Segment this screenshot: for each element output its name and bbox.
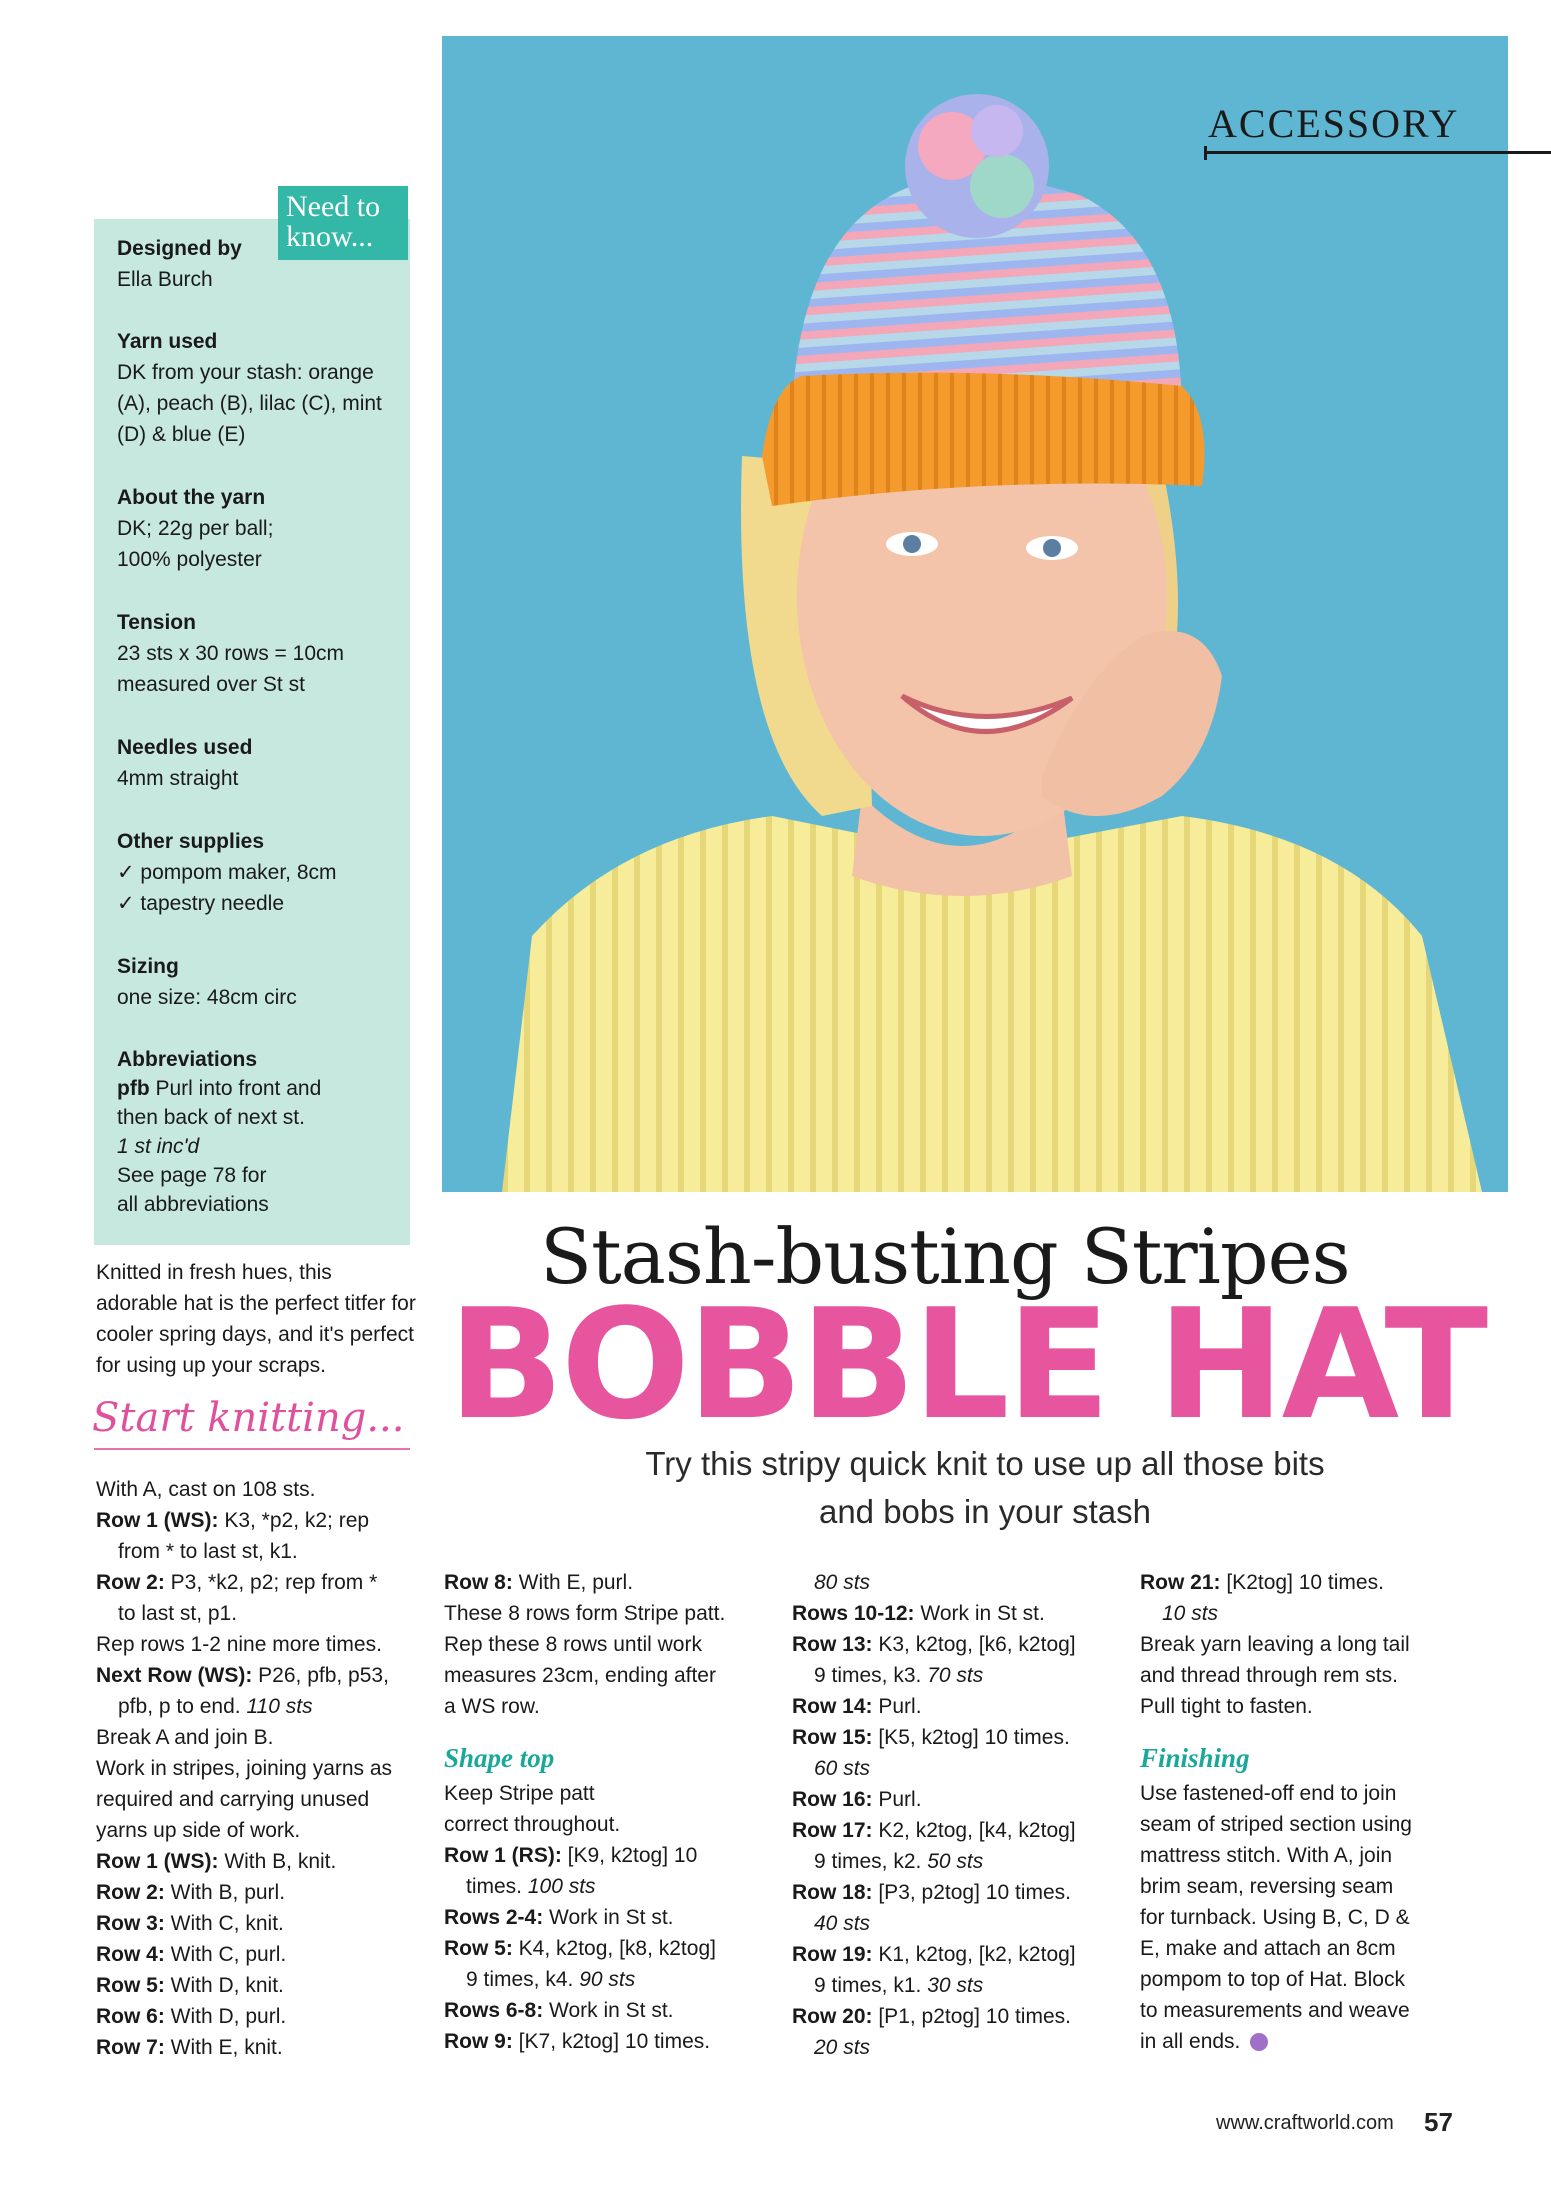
pattern-column-4: Row 21: [K2tog] 10 times. 10 sts Break yarn leaving a long tail and thread through rem sts. Pull tight to fasten. Finishing Use fastened-off end to join seam of striped section using mattress stitch. With A, join brim seam, reversing seam for turnback. Using B, C, D & E, make and attach an 8cm pompom to top of Hat. Block to measurements and weave in all ends.	[1140, 1567, 1480, 2057]
pattern-column-3: 80 sts Rows 10-12: Work in St st. Row 13: K3, k2tog, [k6, k2tog] 9 times, k3. 70 sts Row 14: Purl. Row 15: [K5, k2tog] 10 times. 60 sts Row 16: Purl. Row 17: K2, k2tog, [k4, k2tog] 9 times, k2. 50 sts Row 18: [P3, p2tog] 10 times. 40 sts Row 19: K1, k2tog, [k2, k2tog] 9 times, k1. 30 sts Row 20: [P1, p2tog] 10 times. 20 sts	[792, 1571, 1076, 2059]
heading: Designed by	[117, 237, 242, 260]
text: 1 st inc'd	[117, 1135, 200, 1158]
text: 23 sts x 30 rows = 10cm	[117, 642, 345, 665]
text: (A), peach (B), lilac (C), mint	[117, 392, 382, 415]
heading: Other supplies	[117, 830, 265, 853]
text: DK from your stash: orange	[117, 361, 374, 384]
text: measured over St st	[117, 673, 305, 696]
hero-photo	[442, 36, 1508, 1192]
heading: Yarn used	[117, 330, 218, 353]
needles-section	[117, 732, 252, 794]
text: then back of next st.	[117, 1106, 305, 1129]
start-knitting-heading: Start knitting...	[92, 1395, 405, 1441]
abbr-text: Purl into front and	[155, 1077, 322, 1100]
title-small: Stash-busting Stripes	[540, 1212, 1350, 1301]
yarn-used-section	[117, 326, 382, 450]
shape-top-heading: Shape top	[444, 1743, 555, 1773]
standfirst	[560, 1440, 1410, 1536]
section-rule	[1204, 151, 1551, 154]
text: (D) & blue (E)	[117, 423, 246, 446]
page-number: 57	[1424, 2107, 1453, 2137]
need-to-know-tab: Need to know...	[278, 186, 408, 260]
text: ✓ pompom maker, 8cm	[117, 861, 337, 884]
title-big: BOBBLE HAT	[448, 1276, 1486, 1453]
pattern-column-1: With A, cast on 108 sts. Row 1 (WS): K3, *p2, k2; rep from * to last st, k1. Row 2: P3, *k2, p2; rep from * to last st, p1. Rep rows 1-2 nine more times. Next Row (WS): P26, pfb, p53, pfb, p to end. 110 sts Break A and join B. Work in stripes, joining yarns as required and carrying unused yarns up side of work. Row 1 (WS): With B, knit. Row 2: With B, purl. Row 3: With C, knit. Row 4: With C, purl. Row 5: With D, knit. Row 6: With D, purl. Row 7: With E, knit.	[96, 1478, 393, 2059]
about-yarn-section	[117, 482, 273, 575]
abbreviations-section	[117, 1045, 321, 1219]
heading: Sizing	[117, 955, 179, 978]
heading: Tension	[117, 611, 196, 634]
standfirst-line: and bobs in your stash	[818, 1493, 1152, 1530]
supplies-section	[117, 826, 337, 919]
start-rule	[94, 1448, 410, 1450]
text: all abbreviations	[117, 1193, 269, 1216]
sizing-section	[117, 951, 297, 1013]
text: 4mm straight	[117, 767, 239, 790]
intro-paragraph: Knitted in fresh hues, this adorable hat is the perfect titfer for cooler spring days, and it's perfect for using up your scraps.	[96, 1261, 416, 1377]
footer-url: www.craftworld.com	[1216, 2112, 1394, 2134]
finishing-heading: Finishing	[1140, 1743, 1250, 1773]
standfirst-line: Try this stripy quick knit to use up all those bits	[645, 1445, 1325, 1482]
text: DK; 22g per ball;	[117, 517, 274, 540]
heading: About the yarn	[117, 486, 266, 509]
text: one size: 48cm circ	[117, 986, 297, 1009]
text: ✓ tapestry needle	[117, 892, 285, 915]
text: Ella Burch	[117, 268, 213, 291]
text: 100% polyester	[117, 548, 262, 571]
designed-by-section	[117, 233, 242, 295]
text	[117, 1074, 321, 1103]
pattern-column-2: Row 8: With E, purl. These 8 rows form Stripe patt. Rep these 8 rows until work measures 23cm, ending after a WS row. Shape top Keep Stripe patt correct throughout. Row 1 (RS): [K9, k2tog] 10 times. 100 sts Rows 2-4: Work in St st. Row 5: K4, k2tog, [k8, k2tog] 9 times, k4. 90 sts Rows 6-8: Work in St st. Row 9: [K7, k2tog] 10 times.	[444, 1567, 774, 2057]
heading: Abbreviations	[117, 1048, 258, 1071]
yarn-ball-icon	[1250, 2033, 1268, 2051]
text: See page 78 for	[117, 1164, 267, 1187]
abbr: pfb	[117, 1077, 150, 1100]
heading: Needles used	[117, 736, 253, 759]
section-tag: ACCESSORY	[1208, 101, 1460, 146]
tension-section	[117, 607, 344, 700]
